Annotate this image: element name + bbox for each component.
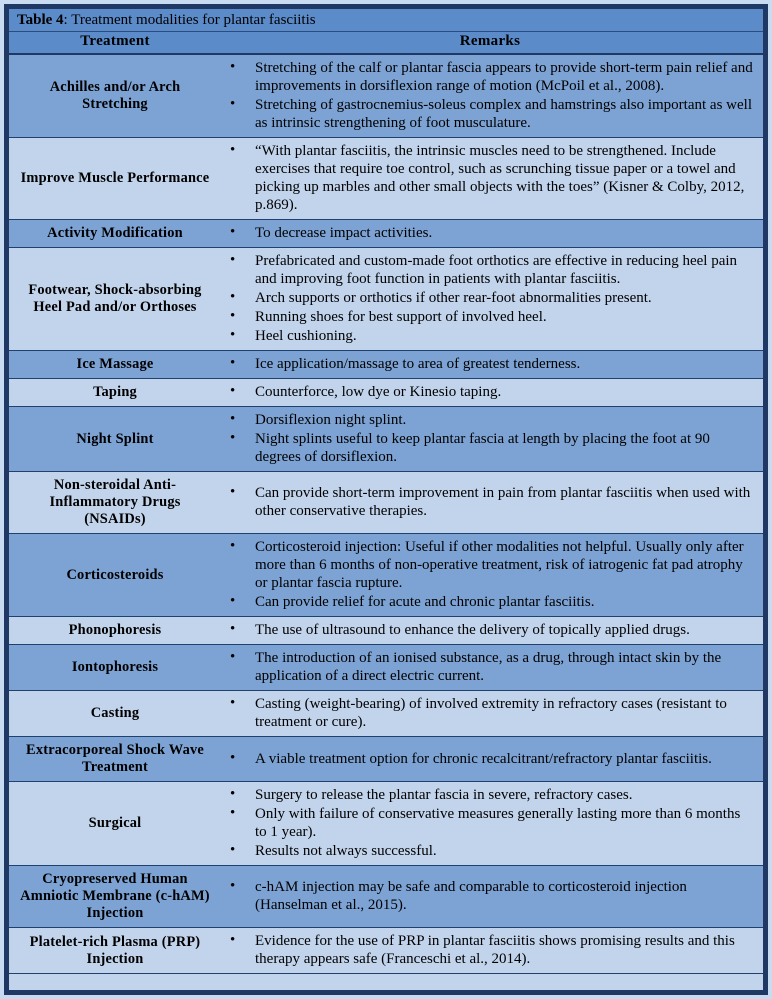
treatment-cell: Iontophoresis	[9, 645, 221, 691]
treatment-cell: Phonophoresis	[9, 617, 221, 645]
remarks-cell	[221, 691, 763, 737]
table-row	[9, 645, 763, 691]
table-row	[9, 691, 763, 737]
table-row	[9, 617, 763, 645]
remarks-cell	[221, 220, 763, 248]
remark-item: • A viable treatment option for chronic recalcitrant/refractory plantar fasciitis.	[221, 750, 753, 768]
treatment-cell: Footwear, Shock-absorbing Heel Pad and/or Orthoses	[9, 248, 221, 351]
remark-item: • Evidence for the use of PRP in plantar fasciitis shows promising results and this therapy appears safe (Franceschi et al., 2014).	[221, 932, 753, 968]
table-row	[9, 220, 763, 248]
remarks-cell	[221, 407, 763, 472]
remarks-list	[221, 649, 753, 685]
remarks-cell	[221, 737, 763, 782]
table-row	[9, 138, 763, 220]
treatment-cell: Extracorporeal Shock Wave Treatment	[9, 737, 221, 782]
table-frame	[4, 4, 768, 995]
remark-item: • Stretching of the calf or plantar fascia appears to provide short-term pain relief and improvements in dorsiflexion range of motion (McPoil et al., 2008).	[221, 59, 753, 95]
remarks-list	[221, 538, 753, 611]
remarks-cell	[221, 928, 763, 974]
remarks-cell	[221, 645, 763, 691]
treatment-cell: Non-steroidal Anti-Inflammatory Drugs (NSAIDs)	[9, 472, 221, 534]
remark-item: • c-hAM injection may be safe and comparable to corticosteroid injection (Hanselman et al., 2015).	[221, 878, 753, 914]
remarks-list	[221, 878, 753, 914]
table-row	[9, 54, 763, 138]
table-row	[9, 472, 763, 534]
remarks-cell	[221, 617, 763, 645]
remarks-cell	[221, 248, 763, 351]
treatment-cell: Corticosteroids	[9, 534, 221, 617]
remark-item: • Corticosteroid injection: Useful if other modalities not helpful. Usually only after more than 6 months of non-operative treatment, risk of iatrogenic fat pad atrophy or plantar fascia rupture.	[221, 538, 753, 592]
remark-item: • Counterforce, low dye or Kinesio taping.	[221, 383, 753, 401]
remarks-cell	[221, 866, 763, 928]
table-row	[9, 928, 763, 974]
remarks-cell	[221, 138, 763, 220]
treatment-cell: Achilles and/or Arch Stretching	[9, 54, 221, 138]
table-row	[9, 737, 763, 782]
remark-item: • To decrease impact activities.	[221, 224, 753, 242]
remark-item: • The use of ultrasound to enhance the delivery of topically applied drugs.	[221, 621, 753, 639]
remark-item: • “With plantar fasciitis, the intrinsic muscles need to be strengthened. Include exercises that require toe control, such as scrunching tissue paper or a towel and picking up marbles and other small objects with the toes” (Kisner & Colby, 2012, p.869).	[221, 142, 753, 214]
table-caption-separator: :	[63, 12, 72, 28]
remark-item: • Heel cushioning.	[221, 327, 753, 345]
remark-item: • Stretching of gastrocnemius-soleus complex and hamstrings also important as well as intrinsic strengthening of foot musculature.	[221, 96, 753, 132]
table-row	[9, 351, 763, 379]
remarks-list	[221, 355, 753, 373]
remarks-cell	[221, 54, 763, 138]
remarks-list	[221, 750, 753, 768]
treatment-cell: Ice Massage	[9, 351, 221, 379]
remarks-list	[221, 932, 753, 968]
remark-item: • Ice application/massage to area of greatest tenderness.	[221, 355, 753, 373]
table-row	[9, 782, 763, 866]
remarks-cell	[221, 534, 763, 617]
table-row	[9, 248, 763, 351]
remark-item: • The introduction of an ionised substance, as a drug, through intact skin by the application of a direct electric current.	[221, 649, 753, 685]
treatment-cell: Night Splint	[9, 407, 221, 472]
remark-item: • Can provide short-term improvement in pain from plantar fasciitis when used with other conservative therapies.	[221, 484, 753, 520]
remarks-list	[221, 484, 753, 520]
remark-item: • Night splints useful to keep plantar fascia at length by placing the foot at 90 degrees of dorsiflexion.	[221, 430, 753, 466]
remark-item: • Prefabricated and custom-made foot orthotics are effective in reducing heel pain and improving foot function in patients with plantar fasciitis.	[221, 252, 753, 288]
remarks-cell	[221, 351, 763, 379]
table-row	[9, 866, 763, 928]
remarks-list	[221, 695, 753, 731]
remarks-list	[221, 59, 753, 132]
remarks-list	[221, 383, 753, 401]
remark-item: • Can provide relief for acute and chronic plantar fasciitis.	[221, 593, 753, 611]
table-caption-text: Treatment modalities for plantar fasciitis	[71, 12, 316, 28]
remarks-list	[221, 411, 753, 466]
remark-item: • Arch supports or orthotics if other rear-foot abnormalities present.	[221, 289, 753, 307]
table-body	[9, 54, 763, 973]
table-caption-cell	[9, 9, 763, 32]
treatment-cell: Casting	[9, 691, 221, 737]
treatment-cell: Cryopreserved Human Amniotic Membrane (c-hAM) Injection	[9, 866, 221, 928]
remarks-list	[221, 224, 753, 242]
treatment-cell: Improve Muscle Performance	[9, 138, 221, 220]
remarks-cell	[221, 379, 763, 407]
treatment-modalities-table	[9, 9, 763, 974]
treatment-cell: Activity Modification	[9, 220, 221, 248]
remark-item: • Surgery to release the plantar fascia in severe, refractory cases.	[221, 786, 753, 804]
table-row	[9, 407, 763, 472]
remark-item: • Dorsiflexion night splint.	[221, 411, 753, 429]
remark-item: • Only with failure of conservative measures generally lasting more than 6 months to 1 year).	[221, 805, 753, 841]
table-label: Table 4	[17, 12, 64, 28]
treatment-cell: Surgical	[9, 782, 221, 866]
treatment-cell: Platelet-rich Plasma (PRP) Injection	[9, 928, 221, 974]
remark-item: • Results not always successful.	[221, 842, 753, 860]
table-caption-row	[9, 9, 763, 32]
table-head	[9, 9, 763, 54]
column-header-remarks: Remarks	[221, 32, 763, 55]
remarks-list	[221, 621, 753, 639]
column-header-row	[9, 32, 763, 55]
table-row	[9, 379, 763, 407]
remarks-list	[221, 252, 753, 345]
remarks-cell	[221, 472, 763, 534]
remarks-list	[221, 142, 753, 214]
remark-item: • Running shoes for best support of involved heel.	[221, 308, 753, 326]
table-row	[9, 534, 763, 617]
remarks-cell	[221, 782, 763, 866]
treatment-cell: Taping	[9, 379, 221, 407]
column-header-treatment: Treatment	[9, 32, 221, 55]
remarks-list	[221, 786, 753, 860]
remark-item: • Casting (weight-bearing) of involved extremity in refractory cases (resistant to treatment or cure).	[221, 695, 753, 731]
